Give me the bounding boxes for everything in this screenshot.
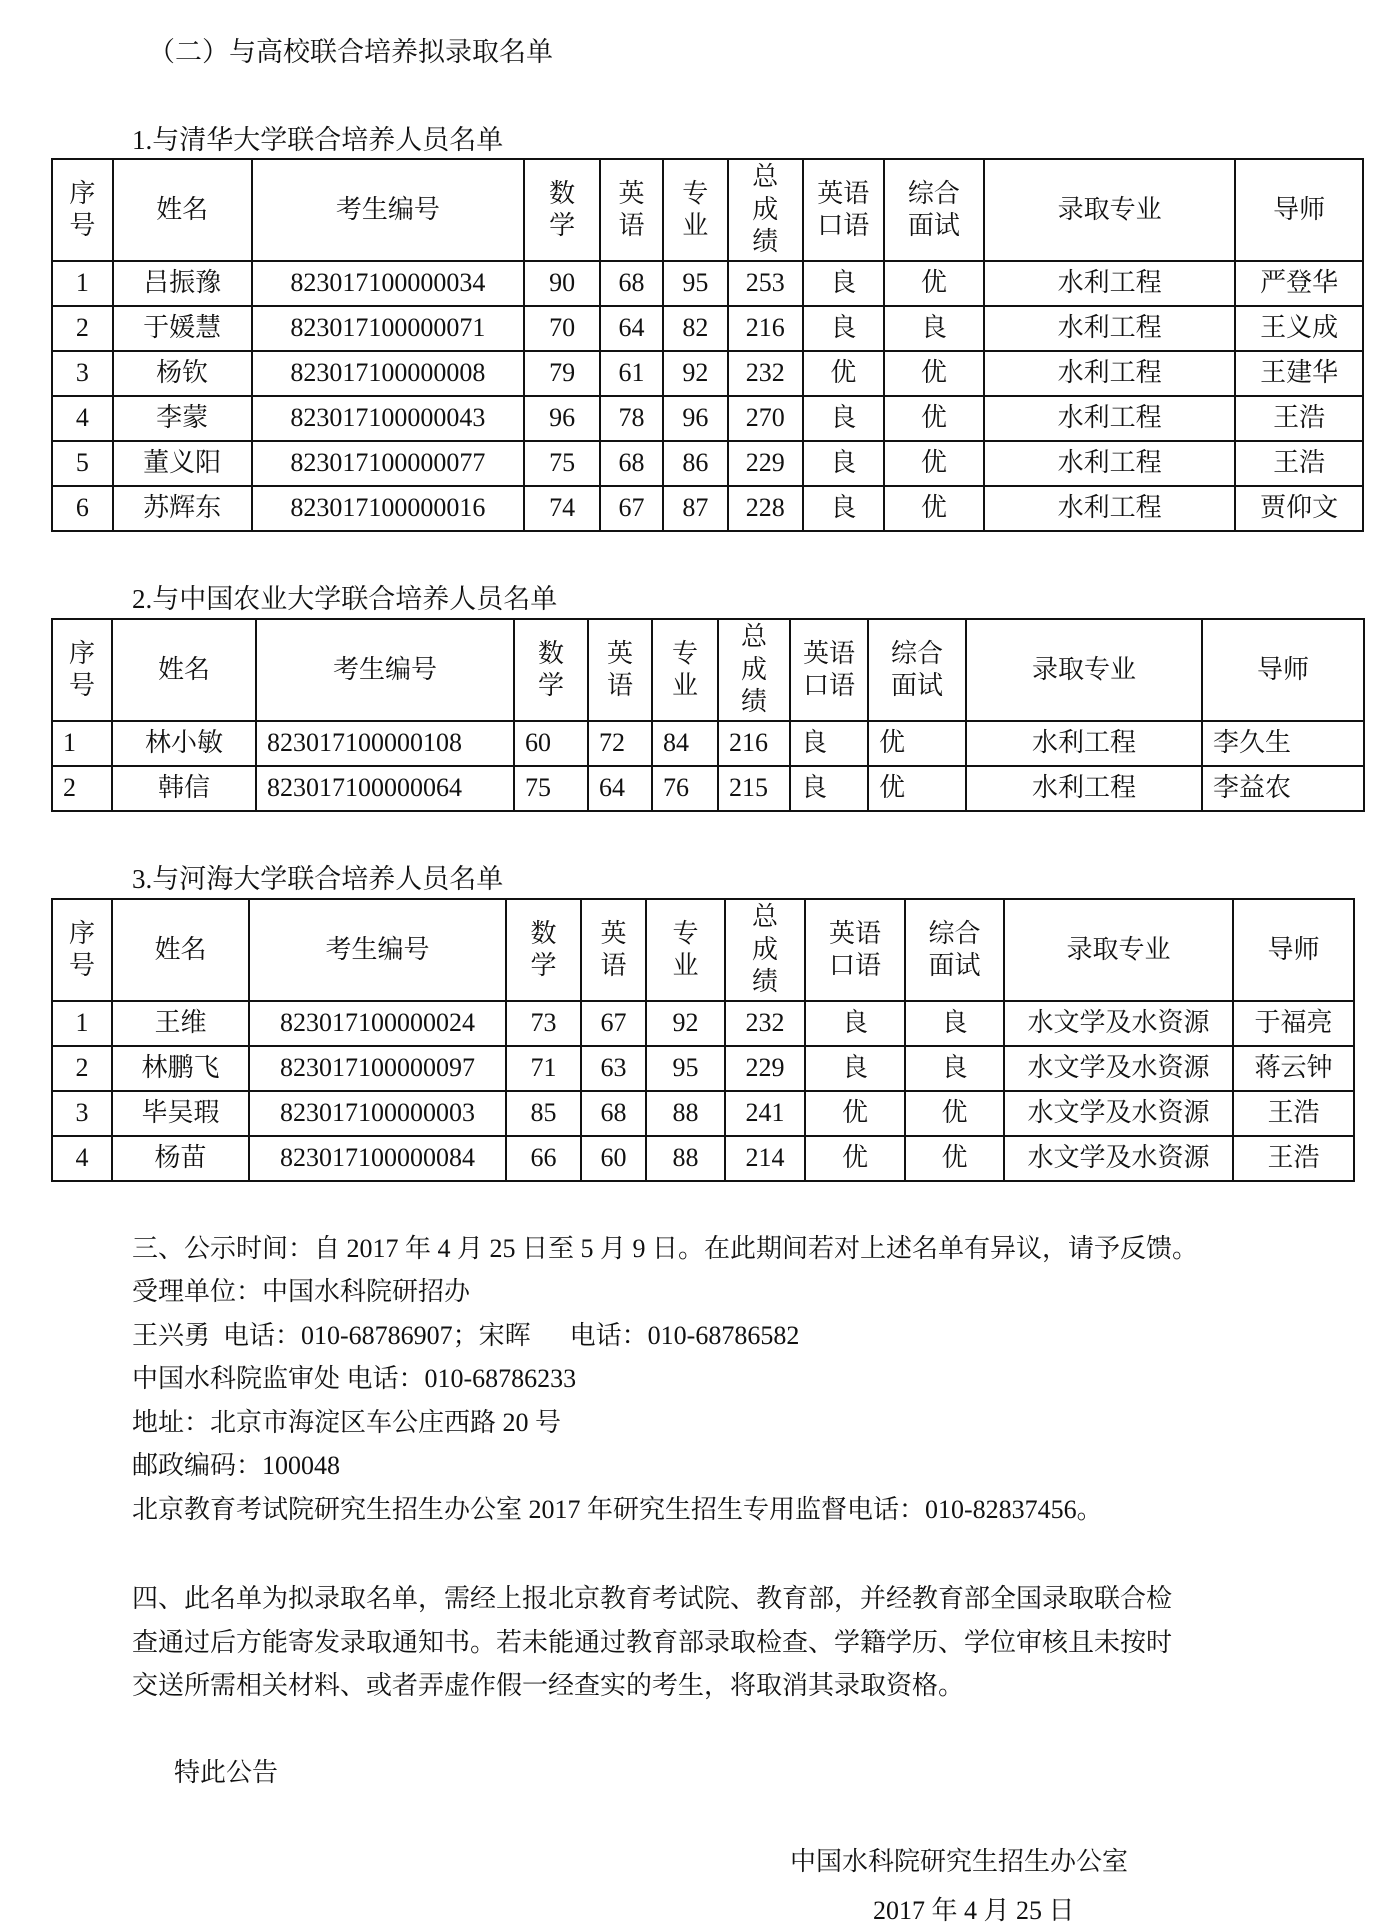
- cell-name: 杨苗: [112, 1136, 249, 1181]
- column-header-math: 数学: [524, 159, 600, 261]
- cell-interview: 优: [905, 1091, 1004, 1136]
- cell-major-score: 76: [652, 766, 718, 811]
- cell-advisor: 王浩: [1233, 1136, 1354, 1181]
- cell-name: 韩信: [112, 766, 256, 811]
- admission-table-cau: [51, 618, 1365, 812]
- closing-statement: 特此公告: [174, 1758, 279, 1787]
- cell-major-score: 82: [663, 306, 728, 351]
- notice-line: 四、此名单为拟录取名单，需经上报北京教育考试院、教育部，并经教育部全国录取联合检: [132, 1584, 1173, 1613]
- cell-seq: 6: [52, 486, 113, 531]
- column-header-major-score: 专业: [652, 619, 718, 721]
- table-row: [52, 351, 1363, 396]
- cell-admitted-major: 水利工程: [966, 721, 1202, 766]
- cell-oral-english: 优: [803, 351, 884, 396]
- cell-admitted-major: 水利工程: [984, 441, 1235, 486]
- cell-math: 96: [524, 396, 600, 441]
- cell-advisor: 王浩: [1235, 441, 1363, 486]
- cell-candidate-id: 823017100000034: [252, 261, 525, 306]
- cell-math: 66: [506, 1136, 581, 1181]
- column-header-admitted-major: 录取专业: [966, 619, 1202, 721]
- column-header-total-score: 总成绩: [725, 899, 805, 1001]
- cell-major-score: 92: [663, 351, 728, 396]
- cell-interview: 优: [905, 1136, 1004, 1181]
- cell-interview: 优: [884, 486, 984, 531]
- cell-seq: 4: [52, 396, 113, 441]
- column-header-admitted-major: 录取专业: [1004, 899, 1233, 1001]
- cell-candidate-id: 823017100000008: [252, 351, 525, 396]
- cell-total-score: 228: [728, 486, 803, 531]
- cell-math: 75: [514, 766, 588, 811]
- column-header-admitted-major: 录取专业: [984, 159, 1235, 261]
- cell-english: 60: [581, 1136, 646, 1181]
- column-header-seq: 序号: [52, 619, 112, 721]
- cell-admitted-major: 水利工程: [984, 261, 1235, 306]
- cell-candidate-id: 823017100000043: [252, 396, 525, 441]
- cell-candidate-id: 823017100000064: [256, 766, 514, 811]
- cell-english: 68: [581, 1091, 646, 1136]
- cell-major-score: 95: [646, 1046, 725, 1091]
- table-row: [52, 261, 1363, 306]
- cell-major-score: 92: [646, 1001, 725, 1046]
- cell-total-score: 232: [728, 351, 803, 396]
- cell-interview: 良: [905, 1001, 1004, 1046]
- cell-total-score: 270: [728, 396, 803, 441]
- cell-major-score: 88: [646, 1136, 725, 1181]
- cell-oral-english: 良: [803, 486, 884, 531]
- cell-english: 68: [600, 261, 663, 306]
- handling-unit: 受理单位：中国水科院研招办: [132, 1277, 471, 1306]
- signature-org: 中国水科院研究生招生办公室: [790, 1847, 1129, 1876]
- column-header-name: 姓名: [112, 899, 249, 1001]
- cell-candidate-id: 823017100000077: [252, 441, 525, 486]
- cell-advisor: 蒋云钟: [1233, 1046, 1354, 1091]
- column-header-seq: 序号: [52, 899, 112, 1001]
- cell-admitted-major: 水利工程: [984, 396, 1235, 441]
- cell-name: 苏辉东: [113, 486, 252, 531]
- cell-math: 60: [514, 721, 588, 766]
- cell-major-score: 86: [663, 441, 728, 486]
- cell-admitted-major: 水文学及水资源: [1004, 1091, 1233, 1136]
- cell-math: 71: [506, 1046, 581, 1091]
- cell-oral-english: 良: [790, 721, 868, 766]
- cell-english: 67: [600, 486, 663, 531]
- table-row: [52, 306, 1363, 351]
- cell-candidate-id: 823017100000097: [249, 1046, 506, 1091]
- cell-total-score: 216: [728, 306, 803, 351]
- cell-math: 79: [524, 351, 600, 396]
- cell-seq: 1: [52, 721, 112, 766]
- cell-oral-english: 良: [803, 396, 884, 441]
- cell-advisor: 王浩: [1233, 1091, 1354, 1136]
- cell-interview: 优: [868, 721, 966, 766]
- supervision-phone: 中国水科院监审处 电话：010-68786233: [132, 1364, 577, 1393]
- cell-interview: 优: [884, 396, 984, 441]
- cell-english: 68: [600, 441, 663, 486]
- cell-seq: 2: [52, 1046, 112, 1091]
- address: 地址：北京市海淀区车公庄西路 20 号: [132, 1408, 562, 1437]
- column-header-advisor: 导师: [1235, 159, 1363, 261]
- cell-english: 64: [588, 766, 652, 811]
- cell-name: 杨钦: [113, 351, 252, 396]
- cell-major-score: 95: [663, 261, 728, 306]
- cell-total-score: 229: [728, 441, 803, 486]
- page-title: （二）与高校联合培养拟录取名单: [148, 37, 553, 67]
- cell-interview: 良: [905, 1046, 1004, 1091]
- cell-admitted-major: 水文学及水资源: [1004, 1136, 1233, 1181]
- cell-oral-english: 良: [805, 1046, 905, 1091]
- cell-math: 70: [524, 306, 600, 351]
- cell-admitted-major: 水利工程: [984, 351, 1235, 396]
- table-row: [52, 1046, 1354, 1091]
- postal-code: 邮政编码：100048: [132, 1451, 341, 1480]
- table-row: [52, 486, 1363, 531]
- cell-advisor: 贾仰文: [1235, 486, 1363, 531]
- cell-seq: 4: [52, 1136, 112, 1181]
- column-header-math: 数学: [514, 619, 588, 721]
- signature-date: 2017 年 4 月 25 日: [873, 1896, 1075, 1925]
- cell-total-score: 214: [725, 1136, 805, 1181]
- cell-major-score: 96: [663, 396, 728, 441]
- table-row: [52, 396, 1363, 441]
- cell-oral-english: 良: [805, 1001, 905, 1046]
- notice-line: 交送所需相关材料、或者弄虚作假一经查实的考生，将取消其录取资格。: [132, 1671, 965, 1700]
- cell-advisor: 王浩: [1235, 396, 1363, 441]
- cell-advisor: 王建华: [1235, 351, 1363, 396]
- column-header-major-score: 专业: [663, 159, 728, 261]
- column-header-interview: 综合面试: [868, 619, 966, 721]
- cell-oral-english: 良: [803, 306, 884, 351]
- cell-english: 64: [600, 306, 663, 351]
- cell-english: 72: [588, 721, 652, 766]
- column-header-total-score: 总成绩: [728, 159, 803, 261]
- column-header-english: 英语: [600, 159, 663, 261]
- table-row: [52, 766, 1364, 811]
- cell-advisor: 严登华: [1235, 261, 1363, 306]
- cell-name: 毕吴瑕: [112, 1091, 249, 1136]
- cell-seq: 2: [52, 306, 113, 351]
- cell-admitted-major: 水文学及水资源: [1004, 1046, 1233, 1091]
- column-header-oral-english: 英语口语: [805, 899, 905, 1001]
- cell-candidate-id: 823017100000071: [252, 306, 525, 351]
- table-header-row: [52, 619, 1364, 721]
- cell-oral-english: 优: [805, 1136, 905, 1181]
- cell-oral-english: 优: [805, 1091, 905, 1136]
- column-header-english: 英语: [588, 619, 652, 721]
- cell-seq: 3: [52, 351, 113, 396]
- beijing-supervision-phone: 北京教育考试院研究生招生办公室 2017 年研究生招生专用监督电话：010-82837456。: [132, 1495, 1103, 1524]
- cell-oral-english: 良: [803, 441, 884, 486]
- column-header-candidate-id: 考生编号: [256, 619, 514, 721]
- column-header-advisor: 导师: [1233, 899, 1354, 1001]
- cell-interview: 良: [884, 306, 984, 351]
- column-header-advisor: 导师: [1202, 619, 1364, 721]
- table-header-row: [52, 159, 1363, 261]
- cell-english: 78: [600, 396, 663, 441]
- cell-admitted-major: 水利工程: [984, 486, 1235, 531]
- table-2-heading: 2.与中国农业大学联合培养人员名单: [132, 584, 558, 614]
- column-header-math: 数学: [506, 899, 581, 1001]
- table-row: [52, 441, 1363, 486]
- cell-name: 李蒙: [113, 396, 252, 441]
- cell-candidate-id: 823017100000003: [249, 1091, 506, 1136]
- table-header-row: [52, 899, 1354, 1001]
- admission-table-hohai: [51, 898, 1355, 1182]
- contact-phones: 王兴勇 电话：010-68786907；宋晖 电话：010-68786582: [132, 1321, 800, 1350]
- column-header-name: 姓名: [113, 159, 252, 261]
- cell-english: 63: [581, 1046, 646, 1091]
- cell-interview: 优: [884, 261, 984, 306]
- cell-admitted-major: 水利工程: [966, 766, 1202, 811]
- column-header-total-score: 总成绩: [718, 619, 790, 721]
- cell-advisor: 李益农: [1202, 766, 1364, 811]
- column-header-oral-english: 英语口语: [790, 619, 868, 721]
- cell-math: 75: [524, 441, 600, 486]
- cell-seq: 5: [52, 441, 113, 486]
- column-header-name: 姓名: [112, 619, 256, 721]
- cell-name: 王维: [112, 1001, 249, 1046]
- cell-advisor: 李久生: [1202, 721, 1364, 766]
- cell-seq: 1: [52, 1001, 112, 1046]
- publicity-period: 三、公示时间：自 2017 年 4 月 25 日至 5 月 9 日。在此期间若对上述名单有异议，请予反馈。: [132, 1234, 1199, 1263]
- column-header-candidate-id: 考生编号: [249, 899, 506, 1001]
- cell-name: 于媛慧: [113, 306, 252, 351]
- table-row: [52, 1001, 1354, 1046]
- cell-math: 90: [524, 261, 600, 306]
- cell-name: 董义阳: [113, 441, 252, 486]
- column-header-english: 英语: [581, 899, 646, 1001]
- cell-math: 85: [506, 1091, 581, 1136]
- cell-total-score: 216: [718, 721, 790, 766]
- notice-line: 查通过后方能寄发录取通知书。若未能通过教育部录取检查、学籍学历、学位审核且未按时: [132, 1628, 1173, 1657]
- cell-admitted-major: 水文学及水资源: [1004, 1001, 1233, 1046]
- cell-name: 林鹏飞: [112, 1046, 249, 1091]
- table-row: [52, 1136, 1354, 1181]
- column-header-oral-english: 英语口语: [803, 159, 884, 261]
- cell-seq: 2: [52, 766, 112, 811]
- cell-seq: 3: [52, 1091, 112, 1136]
- table-1-heading: 1.与清华大学联合培养人员名单: [132, 125, 504, 155]
- cell-candidate-id: 823017100000024: [249, 1001, 506, 1046]
- cell-candidate-id: 823017100000108: [256, 721, 514, 766]
- table-3-heading: 3.与河海大学联合培养人员名单: [132, 864, 504, 894]
- column-header-seq: 序号: [52, 159, 113, 261]
- cell-major-score: 84: [652, 721, 718, 766]
- cell-interview: 优: [884, 351, 984, 396]
- table-row: [52, 1091, 1354, 1136]
- cell-oral-english: 良: [790, 766, 868, 811]
- cell-total-score: 215: [718, 766, 790, 811]
- cell-candidate-id: 823017100000016: [252, 486, 525, 531]
- cell-major-score: 87: [663, 486, 728, 531]
- column-header-major-score: 专业: [646, 899, 725, 1001]
- cell-name: 吕振豫: [113, 261, 252, 306]
- cell-total-score: 232: [725, 1001, 805, 1046]
- cell-candidate-id: 823017100000084: [249, 1136, 506, 1181]
- cell-admitted-major: 水利工程: [984, 306, 1235, 351]
- cell-total-score: 241: [725, 1091, 805, 1136]
- cell-math: 74: [524, 486, 600, 531]
- admission-table-tsinghua: [51, 158, 1364, 532]
- cell-math: 73: [506, 1001, 581, 1046]
- cell-english: 61: [600, 351, 663, 396]
- cell-name: 林小敏: [112, 721, 256, 766]
- cell-advisor: 于福亮: [1233, 1001, 1354, 1046]
- cell-total-score: 229: [725, 1046, 805, 1091]
- cell-advisor: 王义成: [1235, 306, 1363, 351]
- cell-english: 67: [581, 1001, 646, 1046]
- column-header-interview: 综合面试: [884, 159, 984, 261]
- table-row: [52, 721, 1364, 766]
- column-header-interview: 综合面试: [905, 899, 1004, 1001]
- cell-seq: 1: [52, 261, 113, 306]
- column-header-candidate-id: 考生编号: [252, 159, 525, 261]
- cell-interview: 优: [868, 766, 966, 811]
- cell-oral-english: 良: [803, 261, 884, 306]
- cell-major-score: 88: [646, 1091, 725, 1136]
- cell-interview: 优: [884, 441, 984, 486]
- cell-total-score: 253: [728, 261, 803, 306]
